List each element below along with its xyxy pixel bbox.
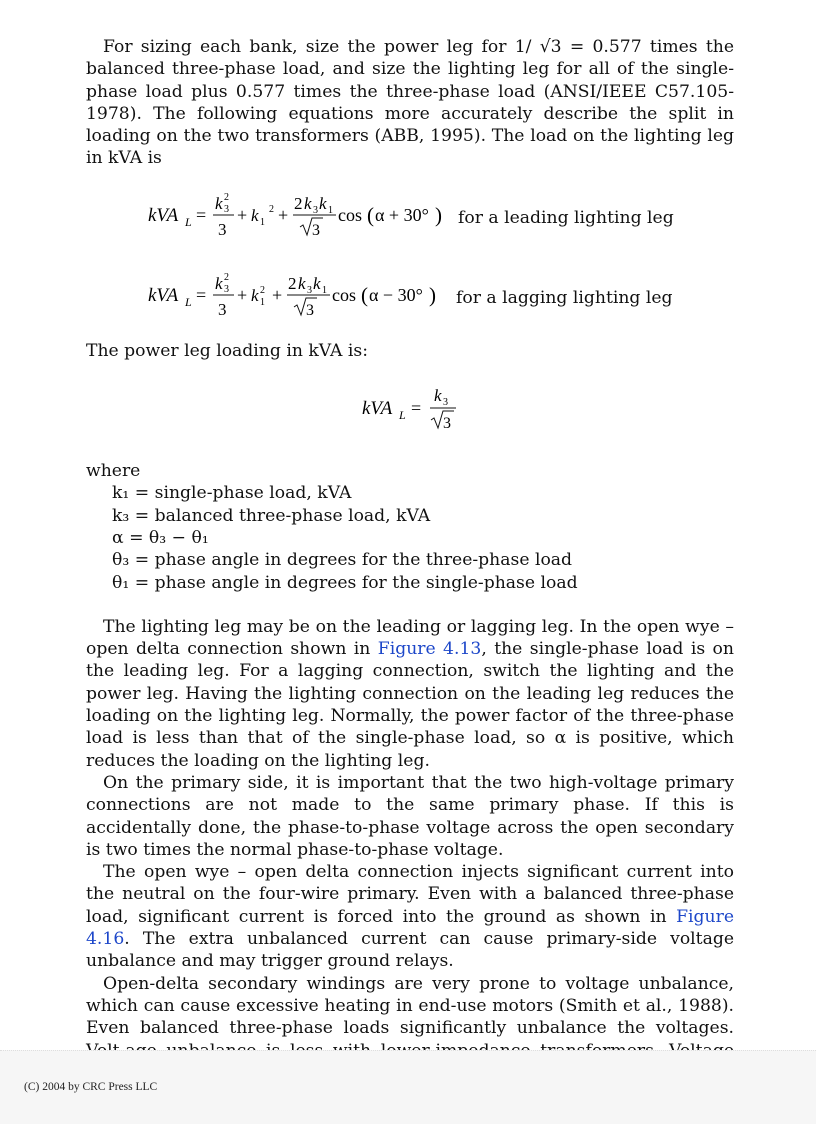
svg-text:+: + [237, 284, 248, 305]
equation-lagging-note: for a lagging lighting leg [456, 287, 673, 308]
svg-text:3: 3 [218, 299, 227, 319]
svg-text:k: k [313, 273, 321, 293]
equation-leading-math [148, 190, 508, 252]
definitions-list [86, 482, 734, 593]
svg-text:): ) [429, 282, 436, 307]
svg-text:1: 1 [322, 284, 327, 296]
svg-text:1: 1 [260, 216, 265, 228]
svg-text:L: L [399, 408, 406, 423]
svg-text:3: 3 [443, 397, 448, 409]
svg-text:1: 1 [260, 296, 265, 308]
copyright-notice: (C) 2004 by CRC Press LLC [24, 1081, 158, 1093]
paragraph-voltage-unbalance: Open-delta secondary windings are very prone to voltage unbalance, which can cause excessive heating in end-use motors (Smith et al., 1988). Even balanced three-phase loads significantly unbalance the voltages. [86, 973, 734, 1039]
paragraph-leading-lagging-text-1: The lighting leg may be on the leading or lagging leg. In the open wye – open delta connection shown in [86, 616, 734, 660]
svg-text:+: + [272, 284, 283, 305]
svg-text:kVA: kVA [362, 398, 393, 420]
svg-text:3: 3 [224, 203, 229, 215]
svg-text:3: 3 [443, 415, 451, 433]
svg-text:3: 3 [307, 284, 312, 296]
svg-text:α − 30°: α − 30° [369, 284, 423, 305]
definition-k3: k₃ = balanced three-phase load, kVA [112, 505, 431, 526]
svg-text:kVA: kVA [148, 284, 179, 306]
paragraph-neutral-current-text-1: The open wye – open delta connection injects significant current into the neutral on the four-wire primary. Even with a balanced three-phase load, significant current is forced into the ground as shown in [86, 862, 734, 927]
equation-power [86, 376, 734, 446]
svg-text:3: 3 [312, 221, 320, 239]
paragraph-sizing: For sizing each bank, size the power leg for 1/ √3 = 0.577 times the balanced three-phase load, and size the lighting leg for all of the single-phase load plus 0.577 times the three-phase load (ANSI/IEEE C57.105-1978). The following equations more accurately describe the split in loading on the two transformers (ABB, 1995). The load on the lighting leg in kVA is [86, 37, 734, 169]
svg-text:L: L [185, 294, 192, 309]
equation-lagging-math [148, 270, 508, 332]
svg-text:3: 3 [218, 219, 227, 239]
paragraph-primary-side: On the primary side, it is important that the two high-voltage primary connections are not made to the same primary phase. If this is accidentally done, the phase-to-phase voltage across the open secondary is two times the normal phase-to-phase voltage. [86, 772, 734, 860]
svg-text:=: = [196, 284, 207, 305]
svg-text:k: k [319, 193, 327, 213]
svg-text:3: 3 [313, 204, 318, 216]
svg-text:k: k [304, 193, 312, 213]
figure-4-16-link[interactable]: Figure 4.16 [86, 906, 734, 950]
definition-theta3: θ₃ = phase angle in degrees for the three-phase load [112, 550, 573, 571]
svg-text:cos: cos [338, 204, 362, 225]
svg-text:2: 2 [294, 193, 303, 213]
svg-text:2: 2 [288, 273, 297, 293]
svg-text:3: 3 [224, 283, 229, 295]
paragraph-leading-lagging [86, 616, 734, 772]
power-leg-intro: The power leg loading in kVA is: [86, 340, 369, 361]
page-body [86, 36, 734, 1084]
svg-text:k: k [251, 205, 259, 225]
definition-theta1: θ₁ = phase angle in degrees for the single-phase load [112, 572, 578, 593]
svg-text:k: k [298, 273, 306, 293]
svg-text:3: 3 [306, 301, 314, 319]
svg-text:1: 1 [328, 204, 333, 216]
svg-text:α + 30°: α + 30° [375, 204, 429, 225]
equation-lagging [86, 270, 734, 332]
svg-text:(: ( [367, 202, 374, 227]
svg-text:kVA: kVA [148, 204, 179, 226]
paragraph-leading-lagging-text-2: , the single-phase load is on the leading leg. For a lagging connection, switch the lighting and the power leg. Having the lighting connection on the leading leg reduces the loading on the lighting leg. Normally, the power factor of the three-phase load is less than that of the single-phase load, so α is positive, which reduces the loading on the lighting leg. [86, 639, 734, 771]
svg-text:=: = [196, 204, 207, 225]
svg-text:=: = [411, 398, 422, 419]
svg-text:cos: cos [332, 284, 356, 305]
figure-4-13-link[interactable]: Figure 4.13 [377, 639, 482, 660]
page-footer [0, 1050, 816, 1124]
equation-power-math [362, 376, 502, 446]
svg-text:+: + [278, 204, 289, 225]
svg-text:2: 2 [224, 271, 229, 283]
svg-text:+: + [237, 204, 248, 225]
svg-text:2: 2 [224, 191, 229, 203]
svg-text:2: 2 [269, 203, 274, 215]
where-label: where [86, 461, 141, 482]
equation-leading-note: for a leading lighting leg [458, 207, 674, 228]
definition-alpha: α = θ₃ − θ₁ [112, 527, 209, 548]
svg-text:k: k [215, 193, 223, 213]
svg-text:k: k [434, 386, 442, 406]
paragraph-neutral-current [86, 861, 734, 972]
svg-text:(: ( [361, 282, 368, 307]
definition-k1: k₁ = single-phase load, kVA [112, 483, 352, 504]
equation-leading [86, 190, 734, 252]
svg-text:2: 2 [260, 284, 265, 296]
svg-text:k: k [251, 285, 259, 305]
svg-text:): ) [435, 202, 442, 227]
paragraph-neutral-current-text-2: . The extra unbalanced current can cause primary-side voltage unbalance and may trigger ground relays. [86, 929, 734, 972]
svg-text:k: k [215, 273, 223, 293]
svg-text:L: L [185, 214, 192, 229]
